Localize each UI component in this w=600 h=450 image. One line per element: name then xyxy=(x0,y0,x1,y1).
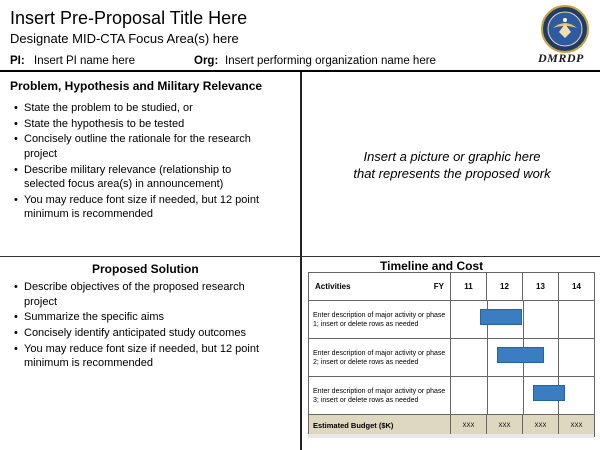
pi-label: PI: xyxy=(10,55,25,67)
dmrdp-logo-text: DMRDP xyxy=(538,51,584,65)
year-header: 13 xyxy=(523,273,559,301)
year-gridline xyxy=(487,377,488,414)
year-gridline xyxy=(558,301,559,338)
activities-label: Activities xyxy=(315,282,351,291)
activity-row xyxy=(309,339,595,377)
gantt-bar xyxy=(480,309,523,325)
timeline-title: Timeline and Cost xyxy=(380,259,484,273)
solution-bullet: • Describe objectives of the proposed research project xyxy=(14,280,270,309)
activity-description: Enter description of major activity or phase 2; insert or delete rows as needed xyxy=(309,339,451,377)
activity-description: Enter description of major activity or phase 3; insert or delete rows as needed xyxy=(309,377,451,415)
problem-bullet: • State the problem to be studied, or xyxy=(14,101,296,116)
problem-bullet: • You may reduce font size if needed, but 12 point minimum is recommended xyxy=(14,193,286,222)
timeline-table xyxy=(308,272,595,437)
solution-heading: Proposed Solution xyxy=(92,262,199,276)
org-value: Insert performing organization name here xyxy=(225,55,436,67)
activity-row xyxy=(309,377,595,415)
middle-divider xyxy=(0,256,600,257)
activity-row xyxy=(309,301,595,339)
solution-bullet: • Concisely identify anticipated study outcomes xyxy=(14,326,284,341)
title: Insert Pre-Proposal Title Here xyxy=(10,8,248,28)
gantt-cell xyxy=(451,301,595,339)
solution-bullet: • You may reduce font size if needed, but 12 point minimum is recommended xyxy=(14,342,284,371)
year-gridline xyxy=(487,339,488,376)
solution-bullets xyxy=(14,280,284,372)
gantt-bar xyxy=(497,347,543,363)
year-gridline xyxy=(558,339,559,376)
budget-value: XXX xyxy=(523,415,559,437)
gantt-cell xyxy=(451,377,595,415)
problem-bullet: • State the hypothesis to be tested xyxy=(14,117,296,132)
picture-placeholder: Insert a picture or graphic here that represents the proposed work xyxy=(353,149,551,181)
budget-value: XXX xyxy=(487,415,523,437)
pi-value: Insert PI name here xyxy=(34,55,135,67)
vertical-divider xyxy=(300,72,302,450)
table-shadow xyxy=(308,434,594,438)
gantt-bar xyxy=(533,385,565,401)
gantt-cell xyxy=(451,339,595,377)
solution-bullet: • Summarize the specific aims xyxy=(14,310,284,325)
subtitle: Designate MID-CTA Focus Area(s) here xyxy=(10,31,239,46)
org-label: Org: xyxy=(194,55,219,67)
year-header: 12 xyxy=(487,273,523,301)
activity-description: Enter description of major activity or phase 1; insert or delete rows as needed xyxy=(309,301,451,339)
budget-label: Estimated Budget ($K) xyxy=(309,415,451,437)
budget-value: XXX xyxy=(451,415,487,437)
year-gridline xyxy=(523,301,524,338)
problem-bullet: • Concisely outline the rationale for the research project xyxy=(14,132,276,161)
problem-heading: Problem, Hypothesis and Military Relevance xyxy=(10,79,263,93)
budget-value: XXX xyxy=(559,415,595,437)
year-header: 11 xyxy=(451,273,487,301)
problem-bullets xyxy=(14,101,296,223)
problem-bullet: • Describe military relevance (relationship to selected focus area(s) in announcement) xyxy=(14,163,272,192)
year-header: 14 xyxy=(559,273,595,301)
fy-label: FY xyxy=(433,282,444,291)
activities-header xyxy=(309,273,451,301)
year-gridline xyxy=(523,377,524,414)
dod-seal-icon xyxy=(539,4,591,54)
